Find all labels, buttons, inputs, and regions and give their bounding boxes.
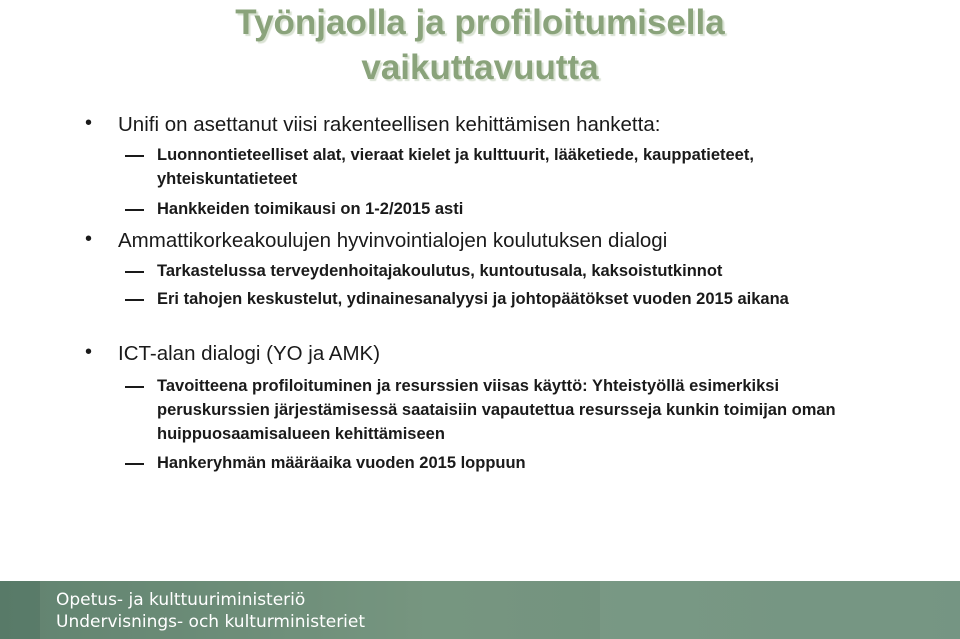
footer-banner xyxy=(0,581,960,639)
ministry-name-finnish: Opetus- ja kulttuuriministeriö xyxy=(56,590,306,610)
title-line-1: Työnjaolla ja profiloitumisella xyxy=(235,3,725,42)
sub-bullet-3-1: Tavoitteena profiloituminen ja resurssien viisas käyttö: Yhteistyöllä esimerkiksi peruskurssien järjestämisessä saataisiin vapautettua resursseja kunkin toimijan oman huippuosaamisalueen kehittämiseen xyxy=(157,374,877,446)
bullet-1: • Unifi on asettanut viisi rakenteellisen kehittämisen hanketta: xyxy=(118,113,660,137)
bullet-3: • ICT-alan dialogi (YO ja AMK) xyxy=(118,342,380,366)
ministry-name-swedish: Undervisnings- och kulturministeriet xyxy=(56,612,366,632)
sub-bullet-1-2: Hankkeiden toimikausi on 1-2/2015 asti xyxy=(157,197,917,221)
sub-bullet-1-1: Luonnontieteelliset alat, vieraat kielet ja kulttuurit, lääketiede, kauppatieteet, yhteiskuntatieteet xyxy=(157,143,867,191)
sub-bullet-2-1: Tarkastelussa terveydenhoitajakoulutus, kuntoutusala, kaksoistutkinnot xyxy=(157,259,917,283)
sub-bullet-2-2: Eri tahojen keskustelut, ydinainesanalyysi ja johtopäätökset vuoden 2015 aikana xyxy=(157,287,857,311)
title-line-2: vaikuttavuutta xyxy=(361,48,599,87)
bullet-2: • Ammattikorkeakoulujen hyvinvointialojen koulutuksen dialogi xyxy=(118,229,667,253)
sub-bullet-3-2: Hankeryhmän määräaika vuoden 2015 loppuun xyxy=(157,451,917,475)
